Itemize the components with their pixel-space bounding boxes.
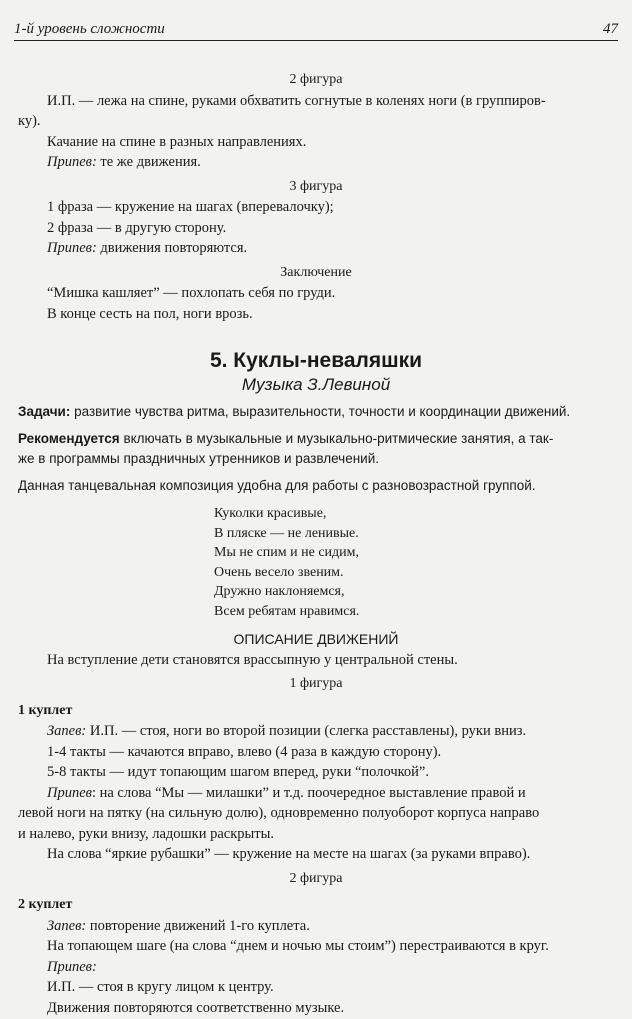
poem-line: Дружно наклоняемся,: [214, 584, 345, 599]
poem-line: Всем ребятам нравимся.: [214, 603, 360, 619]
running-header: [14, 18, 618, 41]
paragraph: 2 фраза — в другую сторону.: [47, 219, 227, 236]
page-content: [18, 66, 614, 1018]
paragraph: 1-4 такты — качаются вправо, влево (4 раза в каждую сторону).: [47, 743, 442, 760]
zapev-text: повторение движений 1-го куплета.: [86, 917, 310, 934]
recommend-paragraph: [18, 429, 614, 450]
pripev-text: : на слова “Мы — милашки” и т.д. поочередное выставление правой и: [91, 784, 526, 801]
zapev-label: Запев:: [47, 723, 87, 739]
paragraph: Движения повторяются соответственно музыке.: [47, 999, 345, 1016]
poem-line: Мы не спим и не сидим,: [214, 545, 359, 560]
paragraph: В конце сесть на пол, ноги врозь.: [47, 305, 253, 322]
tasks-text: развитие чувства ритма, выразительности, точности и координации движений.: [70, 404, 571, 419]
paragraph: И.П. — стоя в кругу лицом к центру.: [47, 979, 274, 995]
header-chapter-title: 1-й уровень сложности: [14, 21, 165, 37]
figure-heading: 2 фигура: [289, 870, 343, 886]
page-number: 47: [603, 21, 618, 37]
poem-line: Куколки красивые,: [214, 506, 327, 521]
pripev-label: Припев: [47, 784, 92, 801]
zapev-line: [18, 916, 614, 937]
paragraph: На топающем шаге (на слова “днем и ночью мы стоим”) перестраиваются в круг.: [47, 938, 549, 954]
paragraph: И.П. — лежа на спине, руками обхватить согнутые в коленях ноги (в группиров-: [47, 92, 546, 109]
paragraph: левой ноги на пятку (на сильную долю), одновременно полуоборот корпуса направо: [18, 805, 540, 821]
paragraph: и налево, руки внизу, ладошки раскрыты.: [18, 825, 274, 842]
pripev-line: [18, 783, 614, 804]
pripev-label: Припев:: [47, 240, 97, 256]
kuplet-heading: 1 куплет: [18, 702, 73, 718]
zapev-label: Запев:: [47, 917, 87, 934]
paragraph: ку).: [18, 113, 41, 129]
paragraph: 1 фраза — кружение на шагах (вперевалочку);: [47, 199, 334, 215]
pripev-label: Припев:: [47, 154, 97, 170]
figure-heading: 1 фигура: [289, 676, 343, 691]
pripev-label: Припев:: [47, 958, 97, 975]
pripev-line: [18, 238, 614, 259]
poem-line: В пляске — не ленивые.: [214, 525, 359, 541]
note-paragraph: Данная танцевальная композиция удобна для работы с разновозрастной группой.: [18, 477, 536, 493]
pripev-text: движения повторяются.: [96, 240, 248, 256]
tasks-paragraph: [18, 402, 614, 423]
poem-block: [214, 504, 614, 621]
zapev-text: И.П. — стоя, ноги во второй позиции (слегка расставлены), руки вниз.: [86, 723, 527, 739]
recommend-text: включать в музыкальные и музыкально-ритмические занятия, а так-: [119, 430, 554, 446]
poem-line: Очень весело звеним.: [214, 564, 344, 580]
pripev-text: те же движения.: [96, 154, 201, 170]
paragraph: Качание на спине в разных направлениях.: [47, 133, 307, 150]
section-title: 5. Куклы-неваляшки: [209, 349, 423, 372]
section-subtitle: Музыка З.Левиной: [241, 375, 391, 394]
paragraph: “Мишка кашляет” — похлопать себя по груди.: [47, 285, 336, 301]
paragraph: 5-8 такты — идут топающим шагом вперед, руки “полочкой”.: [47, 764, 429, 780]
conclusion-heading: Заключение: [280, 264, 352, 280]
kuplet-heading: 2 куплет: [18, 897, 73, 912]
pripev-line: [18, 152, 614, 173]
recommend-text-cont: же в программы праздничных утренников и развлечений.: [18, 451, 379, 466]
zapev-line: [18, 721, 614, 742]
recommend-label: Рекомендуется: [18, 430, 120, 446]
tasks-label: Задачи:: [18, 404, 71, 419]
paragraph: На вступление дети становятся врассыпную у центральной стены.: [47, 651, 458, 668]
figure-heading: 3 фигура: [289, 178, 343, 194]
figure-heading: 2 фигура: [289, 72, 343, 87]
movements-heading: ОПИСАНИЕ ДВИЖЕНИЙ: [233, 631, 399, 647]
paragraph: На слова “яркие рубашки” — кружение на месте на шагах (за руками вправо).: [47, 846, 531, 862]
